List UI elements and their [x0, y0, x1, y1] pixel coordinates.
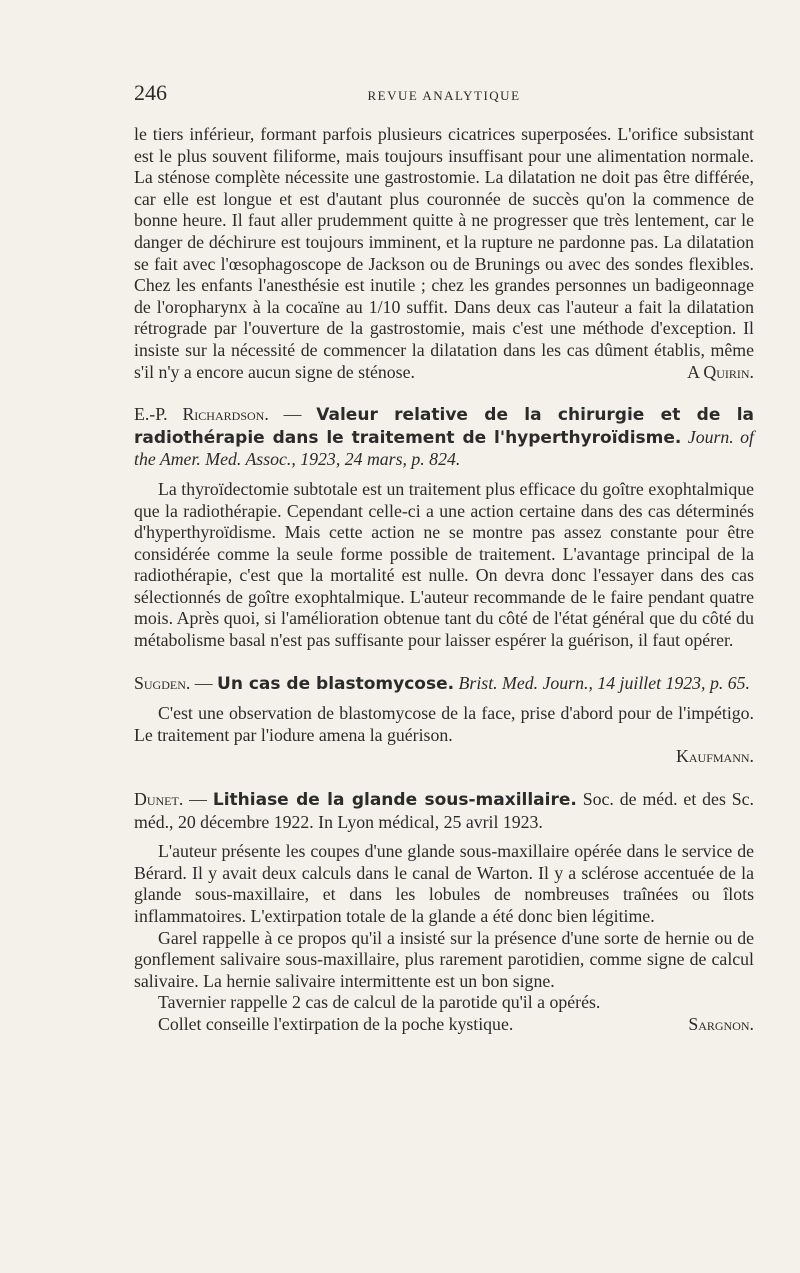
- continuation-paragraph: [134, 124, 754, 383]
- article-source: Soc. de méd. et des Sc. méd., 20 décembre 1922. In Lyon médical, 25 avril 1923.: [134, 789, 754, 832]
- paragraph-text: le tiers inférieur, formant parfois plusieurs cicatrices superposées. L'orifice subsistant est le plus souvent filiforme, mais toujours insuffisant pour une alimentation normale. La sténose complète nécessite une gastrostomie. La dilatation ne doit pas être différée, car elle est longue et est d'autant plus couronnée de succès qu'on la commence de bonne heure. Il faut aller prudemment quitte à ne progresser que très lentement, car le danger de déchirure est toujours imminent, et la rupture ne pardonne pas. La dilatation se fait avec l'œsophagoscope de Jackson ou de Brunings ou avec des sondes flexibles. Chez les enfants l'anesthésie est inutile ; chez les grandes personnes un badigeonnage de l'oropharynx à la cocaïne au 1/10 suffit. Dans deux cas l'auteur a fait la dilatation rétrograde par l'ouverture de la gastrostomie, mais c'est une méthode d'exception. Il insiste sur la nécessité de commencer la dilatation dans les cas dûment établis, même s'il n'y a encore aucun signe de sténose.: [134, 124, 754, 382]
- article-paragraph: Tavernier rappelle 2 cas de calcul de la parotide qu'il a opérés.: [158, 992, 601, 1013]
- article-author: Sugden.: [134, 672, 191, 693]
- article-dunet: [134, 789, 754, 1036]
- running-title: REVUE ANALYTIQUE: [367, 88, 521, 103]
- reviewer-signature: Kaufmann.: [676, 746, 754, 767]
- article-author: E.-P. Richardson.: [134, 404, 269, 425]
- reviewer-signature: Sargnon.: [688, 1013, 754, 1034]
- article-title: Lithiase de la glande sous-maxillaire.: [212, 790, 577, 811]
- article-paragraph: Garel rappelle à ce propos qu'il a insisté sur la présence d'une sorte de hernie ou de gonflement salivaire sous-maxillaire, plus rarement parotidien, comme signe de calcul salivaire. La hernie salivaire intermittente est un bon signe.: [134, 927, 754, 991]
- article-source: Journ. of the Amer. Med. Assoc., 1923, 24 mars, p. 824.: [134, 426, 754, 470]
- heading-dash: —: [183, 789, 213, 810]
- article-heading: [134, 789, 754, 833]
- page-body: [134, 124, 754, 1036]
- spacer: [134, 768, 754, 789]
- article-paragraph: C'est une observation de blastomycose de la face, prise d'abord pour de l'impétigo. Le traitement par l'iodure amena la guérison.: [134, 703, 754, 745]
- heading-dash: —: [190, 672, 218, 693]
- article-heading: [134, 404, 754, 471]
- article-paragraph: La thyroïdectomie subtotale est un traitement plus efficace du goître exophtalmique que la radiothérapie. Cependant celle-ci a une action certaine dans des cas déterminés d'hyperthyroïdisme. Mais cette action ne se montre pas assez constante pour être considérée comme la seule forme possible de traitement. L'avantage principal de la radiothérapie, c'est que la mortalité est nulle. On devra donc l'essayer dans des cas sélectionnés de goître exophtalmique. L'auteur recommande de le faire pendant quatre mois. Après quoi, si l'amélioration obtenue tant du côté de l'état général que du côté du métabolisme basal n'est pas suffisante pour laisser espérer la guérison, il faut opérer.: [134, 478, 754, 651]
- article-richardson: [134, 404, 754, 652]
- heading-dash: —: [268, 404, 317, 425]
- article-paragraph: [134, 1014, 754, 1036]
- article-heading: [134, 673, 754, 696]
- article-sugden: [134, 673, 754, 768]
- page-number: 246: [134, 80, 167, 105]
- page-header: [134, 80, 754, 110]
- article-author: Dunet.: [134, 789, 184, 810]
- article-source: Brist. Med. Journ., 14 juillet 1923, p. 65.: [454, 672, 750, 693]
- spacer: [134, 383, 754, 404]
- article-title: Un cas de blastomycose.: [217, 673, 455, 694]
- paragraph-text: Collet conseille l'extirpation de la poche kystique.: [158, 1013, 514, 1034]
- article-title: Valeur relative de la chirurgie et de la radiothérapie dans le traitement de l'hyperthyroïdisme.: [134, 405, 754, 448]
- article-paragraph: L'auteur présente les coupes d'une glande sous-maxillaire opérée dans le service de Bérard. Il y avait deux calculs dans le canal de Warton. Il y a sclérose accentuée de la glande sous-maxillaire, et dans les lobules de nombreuses traînées ou îlots inflammatoires. L'extirpation totale de la glande a été donc bien légitime.: [134, 841, 754, 926]
- reviewer-signature: A Quirin.: [687, 361, 754, 382]
- spacer: [134, 652, 754, 673]
